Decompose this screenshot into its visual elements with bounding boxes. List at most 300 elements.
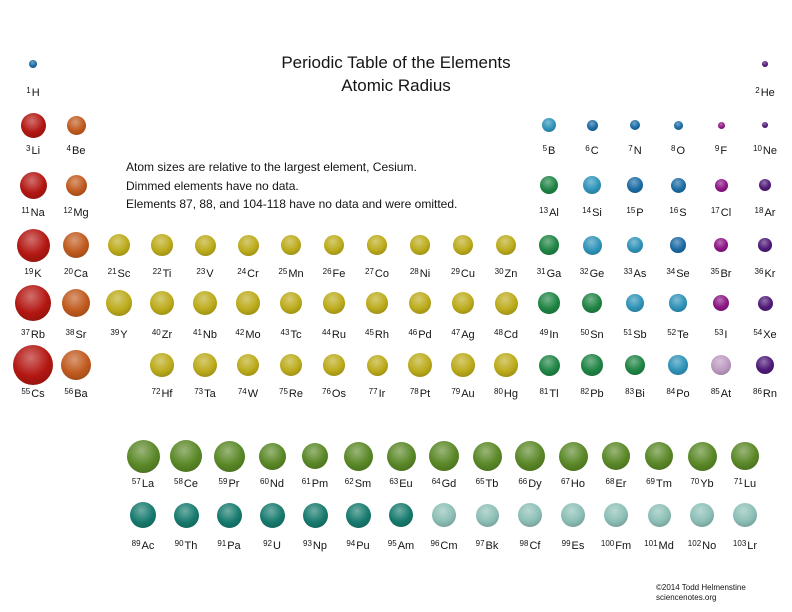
atom-circle-Th bbox=[174, 503, 199, 528]
atom-circle-Bk bbox=[476, 504, 499, 527]
atomic-number: 22 bbox=[152, 266, 162, 276]
atomic-number: 14 bbox=[582, 205, 592, 215]
atomic-number: 56 bbox=[64, 386, 74, 396]
element-symbol: B bbox=[548, 145, 556, 157]
atom-circle-Sc bbox=[108, 234, 130, 256]
atom-circle-Pm bbox=[302, 443, 328, 469]
atom-label-Rh bbox=[365, 329, 389, 342]
element-symbol: F bbox=[720, 145, 728, 157]
atomic-number: 66 bbox=[518, 476, 528, 486]
atom-circle-Cd bbox=[495, 292, 518, 315]
atomic-number: 26 bbox=[322, 266, 332, 276]
element-symbol: Re bbox=[288, 388, 303, 400]
atom-circle-Bi bbox=[625, 355, 645, 375]
element-symbol: Bi bbox=[635, 388, 645, 400]
atom-circle-La bbox=[127, 440, 160, 473]
atom-label-Am bbox=[388, 540, 414, 553]
atom-circle-Md bbox=[648, 504, 671, 527]
atom-label-Li bbox=[26, 145, 40, 158]
atomic-number: 12 bbox=[63, 205, 73, 215]
atomic-number: 57 bbox=[131, 476, 141, 486]
element-symbol: Th bbox=[184, 540, 198, 552]
atom-label-Bi bbox=[625, 388, 645, 401]
element-symbol: Pt bbox=[419, 388, 431, 400]
atom-circle-O bbox=[674, 121, 683, 130]
atom-label-Sn bbox=[580, 329, 603, 342]
atom-label-Pm bbox=[302, 478, 328, 491]
atom-label-Y bbox=[110, 329, 127, 342]
atomic-number: 20 bbox=[64, 266, 73, 276]
element-symbol: Zn bbox=[504, 268, 518, 280]
atom-circle-Pr bbox=[214, 441, 245, 472]
atom-label-Pt bbox=[410, 388, 430, 401]
atomic-number: 47 bbox=[451, 327, 461, 337]
element-symbol: Hg bbox=[503, 388, 518, 400]
atom-circle-Cl bbox=[715, 179, 728, 192]
atom-label-Yb bbox=[690, 478, 713, 491]
atom-circle-N bbox=[630, 120, 640, 130]
atomic-number: 55 bbox=[21, 386, 31, 396]
element-symbol: He bbox=[760, 87, 775, 99]
atom-circle-I bbox=[713, 295, 729, 311]
element-symbol: Lr bbox=[747, 540, 758, 552]
element-symbol: Ac bbox=[141, 540, 155, 552]
element-symbol: Au bbox=[461, 388, 475, 400]
element-symbol: Cl bbox=[720, 207, 732, 219]
atom-label-N bbox=[628, 145, 641, 158]
atom-label-Xe bbox=[753, 329, 776, 342]
element-symbol: Md bbox=[658, 540, 674, 552]
atom-label-Nd bbox=[260, 478, 284, 491]
atom-label-Ac bbox=[132, 540, 155, 553]
atomic-number: 83 bbox=[625, 386, 635, 396]
atomic-number: 36 bbox=[754, 266, 764, 276]
element-symbol: Li bbox=[31, 145, 41, 157]
atom-label-Pb bbox=[580, 388, 603, 401]
atom-circle-Ta bbox=[193, 353, 217, 377]
element-symbol: Ho bbox=[570, 478, 585, 490]
element-symbol: N bbox=[633, 145, 642, 157]
title-line-2: Atomic Radius bbox=[341, 76, 451, 95]
atom-label-Al bbox=[539, 207, 559, 220]
footer-credit bbox=[656, 583, 746, 602]
element-symbol: Tl bbox=[549, 388, 559, 400]
atomic-number: 43 bbox=[280, 327, 290, 337]
element-symbol: Mo bbox=[245, 329, 261, 341]
atom-circle-Tm bbox=[645, 442, 673, 470]
atomic-number: 67 bbox=[561, 476, 570, 486]
atomic-number: 27 bbox=[365, 266, 374, 276]
atom-label-Md bbox=[644, 540, 674, 553]
atom-circle-K bbox=[17, 229, 50, 262]
atom-circle-Xe bbox=[758, 296, 773, 311]
atomic-number: 3 bbox=[25, 143, 31, 153]
element-symbol: Pu bbox=[356, 540, 370, 552]
atom-circle-Ag bbox=[452, 292, 475, 315]
atomic-number: 97 bbox=[475, 538, 485, 548]
element-symbol: La bbox=[141, 478, 155, 490]
atomic-number: 103 bbox=[732, 538, 747, 548]
atom-circle-Hf bbox=[150, 353, 173, 376]
atom-circle-Pa bbox=[217, 503, 242, 528]
atom-label-Ni bbox=[410, 268, 430, 281]
atom-circle-Dy bbox=[515, 441, 545, 471]
atom-circle-Nd bbox=[259, 443, 286, 470]
atom-circle-Si bbox=[583, 176, 601, 194]
atom-circle-Gd bbox=[429, 441, 459, 471]
atom-label-P bbox=[626, 207, 643, 220]
atom-label-Na bbox=[21, 207, 44, 220]
atom-label-Te bbox=[667, 329, 689, 342]
element-symbol: Nb bbox=[202, 329, 217, 341]
atom-circle-Re bbox=[280, 354, 302, 376]
atom-label-Si bbox=[582, 207, 602, 220]
atomic-number: 18 bbox=[754, 205, 764, 215]
atom-circle-V bbox=[195, 235, 216, 256]
atomic-number: 8 bbox=[670, 143, 676, 153]
atomic-number: 61 bbox=[301, 476, 311, 486]
element-symbol: Sr bbox=[75, 329, 87, 341]
atomic-number: 45 bbox=[365, 327, 374, 337]
atom-label-Rn bbox=[753, 388, 777, 401]
atom-circle-F bbox=[718, 122, 725, 129]
atom-circle-Ho bbox=[559, 442, 588, 471]
element-symbol: Rn bbox=[762, 388, 777, 400]
atomic-number: 28 bbox=[409, 266, 419, 276]
element-symbol: U bbox=[272, 540, 281, 552]
atom-circle-Ge bbox=[583, 236, 602, 255]
atom-label-Co bbox=[365, 268, 389, 281]
element-symbol: Cf bbox=[529, 540, 541, 552]
atom-label-Ru bbox=[322, 329, 346, 342]
atom-label-Th bbox=[175, 540, 198, 553]
atomic-number: 9 bbox=[714, 143, 720, 153]
atom-label-No bbox=[688, 540, 716, 553]
element-symbol: Yb bbox=[700, 478, 714, 490]
atom-circle-Tl bbox=[539, 355, 560, 376]
atomic-number: 63 bbox=[389, 476, 399, 486]
element-symbol: Kr bbox=[764, 268, 776, 280]
atom-circle-Br bbox=[714, 238, 728, 252]
element-symbol: Rb bbox=[30, 329, 45, 341]
atom-label-Cs bbox=[21, 388, 44, 401]
atom-label-Lu bbox=[734, 478, 756, 491]
atom-label-Ag bbox=[451, 329, 474, 342]
atomic-number: 93 bbox=[303, 538, 312, 548]
atomic-number: 90 bbox=[174, 538, 184, 548]
atom-circle-Au bbox=[451, 353, 475, 377]
element-symbol: Ba bbox=[74, 388, 88, 400]
atom-label-Hf bbox=[152, 388, 173, 401]
element-symbol: Am bbox=[397, 540, 415, 552]
element-symbol: Sb bbox=[633, 329, 647, 341]
atom-circle-Tb bbox=[473, 442, 502, 471]
atom-label-Os bbox=[322, 388, 346, 401]
atomic-number: 35 bbox=[710, 266, 720, 276]
atom-circle-Pd bbox=[409, 292, 431, 314]
atom-circle-Cr bbox=[238, 235, 259, 256]
atom-circle-Lu bbox=[731, 442, 759, 470]
atom-circle-Sn bbox=[582, 293, 603, 314]
atom-label-Cu bbox=[451, 268, 475, 281]
atom-label-Bk bbox=[476, 540, 499, 553]
atom-circle-Tc bbox=[280, 292, 302, 314]
atom-circle-Co bbox=[367, 235, 387, 255]
atomic-number: 101 bbox=[644, 538, 658, 548]
atomic-number: 102 bbox=[687, 538, 702, 548]
atom-label-S bbox=[669, 207, 686, 220]
atomic-number: 15 bbox=[626, 205, 636, 215]
note-relative-sizes: Atom sizes are relative to the largest element, Cesium. bbox=[126, 160, 417, 174]
atomic-number: 98 bbox=[519, 538, 529, 548]
atom-label-Pa bbox=[217, 540, 240, 553]
atomic-number: 30 bbox=[494, 266, 504, 276]
element-symbol: Sc bbox=[117, 268, 131, 280]
atomic-number: 10 bbox=[753, 143, 762, 153]
atom-label-Pd bbox=[408, 329, 431, 342]
element-symbol: Ni bbox=[419, 268, 431, 280]
element-symbol: Pr bbox=[228, 478, 240, 490]
atom-circle-Kr bbox=[758, 238, 772, 252]
atomic-number: 51 bbox=[623, 327, 633, 337]
atomic-number: 52 bbox=[667, 327, 677, 337]
atomic-number: 37 bbox=[21, 327, 30, 337]
atom-circle-Zn bbox=[496, 235, 516, 255]
atom-circle-Sm bbox=[344, 442, 373, 471]
atom-label-Zr bbox=[152, 329, 172, 342]
atomic-number: 69 bbox=[646, 476, 656, 486]
atom-circle-H bbox=[29, 60, 37, 68]
element-symbol: Ca bbox=[73, 268, 88, 280]
element-symbol: Np bbox=[312, 540, 327, 552]
atom-circle-Cs bbox=[13, 345, 53, 385]
atomic-number: 91 bbox=[217, 538, 227, 548]
atom-label-Cr bbox=[237, 268, 259, 281]
element-symbol: Tc bbox=[290, 329, 302, 341]
atom-label-Ga bbox=[537, 268, 562, 281]
element-symbol: Xe bbox=[763, 329, 777, 341]
atom-circle-Ir bbox=[367, 355, 388, 376]
element-symbol: Ge bbox=[589, 268, 605, 280]
atom-circle-Cu bbox=[453, 235, 473, 255]
atom-circle-W bbox=[237, 354, 260, 377]
atom-label-Be bbox=[67, 145, 86, 158]
atomic-number: 92 bbox=[263, 538, 272, 548]
atomic-number: 62 bbox=[344, 476, 354, 486]
atomic-number: 100 bbox=[600, 538, 615, 548]
atom-circle-Te bbox=[669, 294, 686, 311]
element-symbol: Pm bbox=[311, 478, 329, 490]
atom-label-Dy bbox=[518, 478, 541, 491]
atom-label-Tl bbox=[539, 388, 558, 401]
atomic-number: 89 bbox=[131, 538, 141, 548]
atom-label-O bbox=[671, 145, 685, 158]
atom-label-Ta bbox=[194, 388, 216, 401]
element-symbol: Sm bbox=[354, 478, 372, 490]
atom-circle-Ac bbox=[130, 502, 157, 529]
element-symbol: I bbox=[724, 329, 728, 341]
atom-label-Sm bbox=[345, 478, 371, 491]
element-symbol: Se bbox=[676, 268, 690, 280]
atom-label-La bbox=[132, 478, 154, 491]
atom-label-Mg bbox=[63, 207, 88, 220]
atom-label-Zn bbox=[495, 268, 518, 281]
atom-circle-Sb bbox=[626, 294, 645, 313]
element-symbol: Pd bbox=[418, 329, 432, 341]
atom-circle-Zr bbox=[150, 291, 174, 315]
atom-circle-Yb bbox=[688, 442, 717, 471]
atomic-number: 54 bbox=[753, 327, 763, 337]
atom-circle-Ne bbox=[762, 122, 769, 129]
atom-label-In bbox=[539, 329, 558, 342]
atomic-number: 13 bbox=[539, 205, 549, 215]
element-symbol: Ir bbox=[378, 388, 386, 400]
element-symbol: Br bbox=[720, 268, 732, 280]
atomic-number: 1 bbox=[26, 85, 31, 95]
atom-circle-B bbox=[542, 118, 556, 132]
atomic-number: 31 bbox=[536, 266, 546, 276]
atomic-number: 70 bbox=[690, 476, 700, 486]
atom-label-Er bbox=[606, 478, 627, 491]
element-symbol: Na bbox=[30, 207, 45, 219]
atomic-number: 71 bbox=[733, 476, 743, 486]
element-symbol: Ce bbox=[183, 478, 198, 490]
atom-label-Cl bbox=[711, 207, 731, 220]
element-symbol: Pb bbox=[590, 388, 604, 400]
atom-circle-In bbox=[538, 292, 560, 314]
element-symbol: Hf bbox=[161, 388, 173, 400]
atom-circle-Ar bbox=[759, 179, 771, 191]
atomic-number: 42 bbox=[235, 327, 245, 337]
atomic-number: 38 bbox=[65, 327, 75, 337]
atom-label-Ir bbox=[369, 388, 386, 401]
element-symbol: Sn bbox=[590, 329, 604, 341]
atomic-number: 6 bbox=[585, 143, 590, 153]
atom-label-Ar bbox=[755, 207, 776, 220]
atomic-number: 40 bbox=[151, 327, 161, 337]
atomic-number: 77 bbox=[368, 386, 378, 396]
element-symbol: C bbox=[590, 145, 599, 157]
atom-label-Tc bbox=[281, 329, 302, 342]
element-symbol: O bbox=[676, 145, 686, 157]
element-symbol: Cr bbox=[247, 268, 259, 280]
element-symbol: As bbox=[633, 268, 647, 280]
page-title bbox=[0, 51, 792, 97]
atom-label-Ba bbox=[64, 388, 87, 401]
atom-label-C bbox=[585, 145, 598, 158]
atom-circle-As bbox=[627, 237, 644, 254]
element-symbol: Lu bbox=[743, 478, 757, 490]
atomic-number: 25 bbox=[278, 266, 288, 276]
atom-circle-Rb bbox=[15, 285, 52, 322]
element-symbol: Te bbox=[677, 329, 689, 341]
atom-circle-Pb bbox=[581, 354, 602, 375]
atom-circle-Ce bbox=[170, 440, 202, 472]
copyright-text: ©2014 Todd Helmenstine bbox=[656, 583, 746, 592]
atomic-number: 16 bbox=[669, 205, 679, 215]
atomic-number: 95 bbox=[387, 538, 397, 548]
atomic-number: 79 bbox=[451, 386, 461, 396]
atom-label-Ce bbox=[174, 478, 198, 491]
atomic-number: 48 bbox=[494, 327, 503, 337]
atom-label-Mn bbox=[278, 268, 303, 281]
atomic-number: 44 bbox=[322, 327, 331, 337]
atomic-number: 84 bbox=[666, 386, 676, 396]
atomic-number: 86 bbox=[753, 386, 762, 396]
atom-circle-Po bbox=[668, 355, 687, 374]
element-symbol: Eu bbox=[399, 478, 413, 490]
atomic-number: 64 bbox=[431, 476, 441, 486]
atom-circle-Mo bbox=[236, 291, 259, 314]
element-symbol: Ti bbox=[162, 268, 172, 280]
atom-label-Gd bbox=[432, 478, 457, 491]
atom-circle-Ru bbox=[323, 292, 345, 314]
atom-circle-Pt bbox=[408, 353, 432, 377]
atomic-number: 75 bbox=[279, 386, 288, 396]
atomic-number: 58 bbox=[174, 476, 183, 486]
atom-label-As bbox=[624, 268, 647, 281]
atom-label-Ti bbox=[153, 268, 172, 281]
atom-circle-No bbox=[690, 503, 714, 527]
note-omitted: Elements 87, 88, and 104-118 have no data and were omitted. bbox=[126, 197, 458, 211]
element-symbol: Y bbox=[120, 329, 128, 341]
atom-circle-Cf bbox=[518, 503, 542, 527]
atom-label-K bbox=[24, 268, 41, 281]
atom-label-He bbox=[755, 87, 775, 100]
atomic-number: 46 bbox=[408, 327, 418, 337]
element-symbol: Al bbox=[549, 207, 559, 219]
element-symbol: Po bbox=[676, 388, 690, 400]
atomic-number: 17 bbox=[710, 205, 720, 215]
element-symbol: Tb bbox=[485, 478, 499, 490]
element-symbol: Ar bbox=[764, 207, 776, 219]
element-symbol: No bbox=[702, 540, 717, 552]
atom-circle-Lr bbox=[733, 503, 757, 527]
atomic-number: 21 bbox=[107, 266, 117, 276]
element-symbol: Ga bbox=[546, 268, 562, 280]
element-symbol: Es bbox=[571, 540, 585, 552]
atomic-number: 78 bbox=[409, 386, 419, 396]
atomic-number: 39 bbox=[110, 327, 120, 337]
atom-label-Rb bbox=[21, 329, 45, 342]
atomic-number: 73 bbox=[194, 386, 204, 396]
atom-label-Sr bbox=[66, 329, 87, 342]
atom-circle-Rh bbox=[366, 292, 387, 313]
atom-circle-P bbox=[627, 177, 643, 193]
atom-circle-Ti bbox=[151, 234, 172, 255]
atom-label-I bbox=[715, 329, 728, 342]
atom-label-Lr bbox=[733, 540, 757, 553]
element-symbol: Mn bbox=[288, 268, 304, 280]
atom-label-Cf bbox=[520, 540, 541, 553]
atom-circle-C bbox=[587, 120, 598, 131]
element-symbol: Tm bbox=[656, 478, 672, 490]
element-symbol: Cu bbox=[460, 268, 475, 280]
atom-circle-Hg bbox=[494, 353, 517, 376]
atom-circle-Np bbox=[303, 503, 328, 528]
atom-circle-Cm bbox=[432, 503, 456, 527]
atom-label-Np bbox=[303, 540, 327, 553]
atom-circle-Be bbox=[67, 116, 86, 135]
atom-label-Nb bbox=[193, 329, 217, 342]
atomic-number: 81 bbox=[539, 386, 549, 396]
atom-label-B bbox=[543, 145, 556, 158]
title-line-1: Periodic Table of the Elements bbox=[281, 53, 511, 72]
atom-label-Br bbox=[711, 268, 732, 281]
atom-circle-Eu bbox=[387, 442, 416, 471]
atom-label-Tm bbox=[646, 478, 672, 491]
atomic-number: 2 bbox=[755, 85, 760, 95]
